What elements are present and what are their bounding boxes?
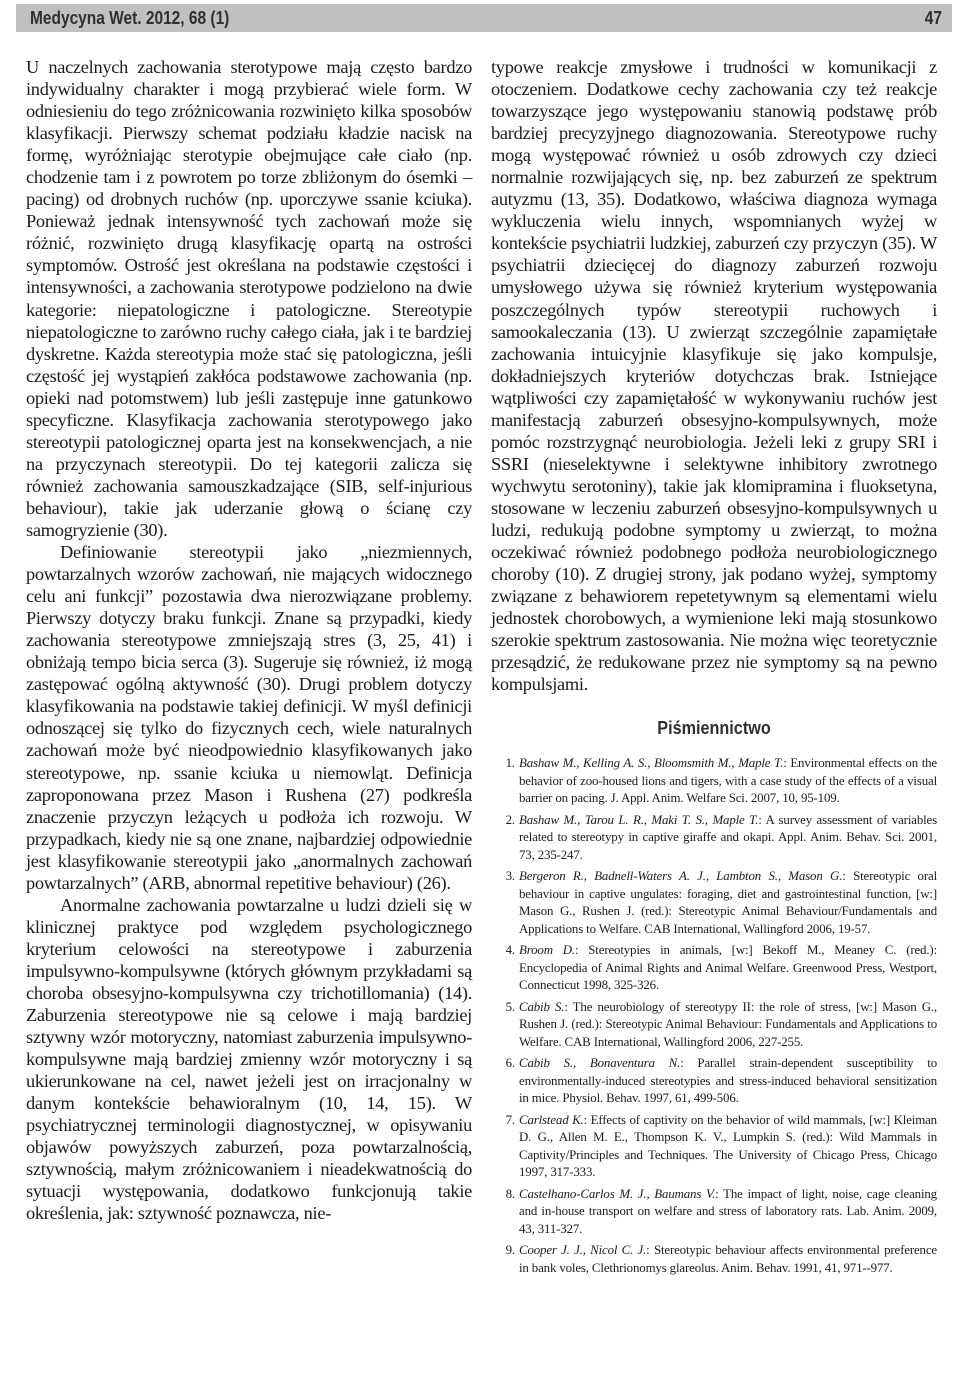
reference-number: 1. [505,756,515,771]
reference-text: : The neurobiology of stereotypy II: the role of stress, [w:] Mason G., Rushen J. (red.): Stereotypic Animal Behaviour: Fundamentals and Applications to Welfare. CAB International, Wallingford 2006, 227-255. [519,999,937,1049]
body-paragraph: U naczelnych zachowania sterotypowe mają często bardzo indywidualny charakter i mogą przybierać wiele form. W odniesieniu do tego zróżnicowania rozwinięto kilka sposobów klasyfikacji. Pierwszy schemat podziału kładzie nacisk na formę, wyróżniając sterotypie obejmujące całe ciało (np. chodzenie tam i z powrotem po torze zbliżonym do ósemki – pacing) od drobnych ruchów (np. uporczywe ssanie kciuka). Ponieważ jednak intensywność tych zachowań może się różnić, rozwinięto drugą klasyfikację opartą na ostrości symptomów. Ostrość jest określana na podstawie częstości i intensywności, a zachowania sterotypowe podzielono na dwie kategorie: niepatologiczne i patologiczne. Stereotypie niepatologiczne to zarówno ruchy całego ciała, jak i te bardziej dyskretne. Każda stereotypia może stać się patologiczna, jeśli częstość jej wystąpień zakłóca podstawowe zachowania (np. opieki nad potomstwem) lub jeśli zastępuje inne gatunkowo specyficzne. Klasyfikacja zachowania sterotypowego jako stereotypii patologicznej oparta jest na konsekwencjach, a nie na przyczynach stereotypii. Do tej kategorii zalicza się również zachowania samouszkadzające (SIB, self-injurious behaviour), takie jak uderzanie głową o ścianę czy samogryzienie (30). [26,57,472,540]
reference-authors: Cooper J. J., Nicol C. J. [519,1243,647,1258]
left-column [26,56,472,1224]
reference-number: 2. [505,812,515,827]
reference-authors: Cabib S., Bonaventura N. [519,1056,681,1071]
reference-number: 4. [505,943,515,958]
body-paragraph: Anormalne zachowania powtarzalne u ludzi dzieli się w klinicznej praktyce pod względem psychologicznego kryterium celowości na stereotypowe i zaburzenia impulsywno-kompulsywne (których głównym przykładami są choroba obsesyjno-kompulsywna czy trichotillomania) (14). Zaburzenia stereotypowe nie są celowe i mają bardziej sztywny wzór motoryczny, natomiast zaburzenia impulsywno-kompulsywne mają bardziej zmienny wzór motoryczny i są ukierunkowane na cel, nawet jeżeli jest on irracjonalny w danym kontekście behawioralnym (10, 14, 15). W psychiatrycznej terminologii diagnostycznej, w opisywaniu objawów powyższych zaburzeń, poza powtarzalnością, sztywnością, małym zróżnicowaniem i nieadekwatnością do sytuacji występowania, dodatkowo funkcjonują takie określenia, jak: sztywność poznawcza, nie- [26,894,472,1224]
reference-item [491,999,937,1052]
reference-text: : A survey assessment of variables related to stereotypy in captive giraffe and okapi. Appl. Anim. Behav. Sci. 2001, 73, 235-247. [519,812,937,862]
reference-item [491,1242,937,1277]
right-column [491,56,937,1281]
reference-item [491,942,937,995]
reference-text: : Stereotypic behaviour affects environmental preference in bank voles, Clethrionomys glareolus. Anim. Behav. 1991, 41, 971--977. [519,1243,937,1275]
reference-authors: Cabib S. [519,999,565,1014]
reference-authors: Broom D. [519,943,575,958]
reference-text: : The impact of light, noise, cage cleaning and in-house transport on welfare and stress of laboratory rats. Lab. Anim. 2009, 43, 311-327. [519,1186,937,1236]
reference-authors: Carlstead K. [519,1112,584,1127]
reference-authors: Bergeron R., Badnell-Waters A. J., Lambton S., Mason G. [519,869,843,884]
reference-authors: Castelhano-Carlos M. J., Baumans V. [519,1186,716,1201]
reference-item [491,812,937,865]
reference-number: 8. [505,1186,515,1201]
reference-number: 3. [505,869,515,884]
reference-item [491,1112,937,1182]
reference-number: 5. [505,999,515,1014]
reference-list [491,755,937,1277]
reference-text: : Stereotypies in animals, [w:] Bekoff M., Meaney C. (red.): Encyclopedia of Animal Rights and Animal Welfare. Greenwood Press, Westport, Connecticut 1998, 325-326. [519,943,937,993]
reference-item [491,868,937,938]
journal-citation: Medycyna Wet. 2012, 68 (1) [30,7,230,28]
page-number: 47 [924,7,942,28]
running-header [16,4,952,32]
reference-item [491,1055,937,1108]
body-paragraph: Definiowanie stereotypii jako „niezmiennych, powtarzalnych wzorów zachowań, nie mających widocznego celu ani funkcji” pozostawia dwa nierozwiązane problemy. Pierwszy dotyczy braku funkcji. Znane są przypadki, kiedy zachowania stereotypowe zmniejszają stres (3, 25, 41) i obniżają tempo bicia serca (3). Sugeruje się również, iż mogą zastępować ogólną aktywność (30). Drugi problem dotyczy klasyfikowania na podstawie takiej definicji. W myśl definicji odnoszącej się tylko do fizycznych cech, wiele naturalnych zachowań może być nieodpowiednio klasyfikowanych jako stereotypowe, np. ssanie kciuka u niemowląt. Definicja zaproponowana przez Mason i Rushena (27) podkreśla znaczenie przyczyn leżących u podłoża ich rozwoju. W przypadkach, kiedy nie są one znane, najbardziej odpowiednie jest klasyfikowanie stereotypii jako „anormalnych zachowań powtarzalnych” (ARB, abnormal repetitive behaviour) (26). [26,542,472,893]
reference-number: 9. [505,1243,515,1258]
references-heading: Piśmiennictwo [657,718,771,739]
reference-text: : Stereotypic oral behaviour in captive ungulates: foraging, diet and gastrointestinal function, [w:] Mason G., Rushen J. (red.): Stereotypic Animal Behaviour/Fundamentals and Applications to Welfare. CAB International, Wallingford 2006, 19-57. [519,869,938,936]
reference-item [491,755,937,808]
reference-text: : Effects of captivity on the behavior of wild mammals, [w:] Kleiman D. G., Allen M. E., Thompson K. V., Lumpkin S. (red.): Wild Mammals in Captivity/Principles and Techniques. The University of Chicago Press, Chicago 1997, 317-333. [519,1112,937,1180]
reference-number: 6. [505,1056,515,1071]
body-paragraph: typowe reakcje zmysłowe i trudności w komunikacji z otoczeniem. Dodatkowe cechy zachowania czy też reakcje towarzyszące jego występowaniu stanowią podstawę prób bardziej precyzyjnego diagnozowania. Stereotypowe ruchy mogą występować również u osób zdrowych czy dzieci normalnie rozwijających się, np. bez zaburzeń ze spektrum autyzmu (13, 35). Dodatkowo, właściwa diagnoza wymaga wykluczenia wielu innych, wspomnianych wyżej w kontekście psychiatrii ludzkiej, zaburzeń czy przyczyn (35). W psychiatrii dziecięcej do diagnozy zaburzeń rozwoju umysłowego używa się również kryterium występowania poszczególnych typów stereotypii ruchowych i samookaleczania (13). U zwierząt szczególnie zapamiętałe zachowania intuicyjnie klasyfikuje się jako kompulsje, dokładniejszych kryteriów dotychczas brak. Istniejące wątpliwości czy zapamiętałość w wykonywaniu ruchów jest manifestacją zaburzeń obsesyjno-kompulsywnych, może pomóc rozstrzygnąć neurobiologia. Jeżeli leki z grupy SRI i SSRI (nieselektywne i selektywne inhibitory zwrotnego wychwytu serotoniny), takie jak klomipramina i fluoksetyna, stosowane w leczeniu zaburzeń obsesyjno-kompulsywnych u ludzi, redukują podobne symptomy u zwierząt, to można oczekiwać również podobnego podłoża neurobiologicznego choroby (10). Z drugiej strony, jak podano wyżej, symptomy związane z behawiorem repetetywnym są elementami wielu jednostek chorobowych, a wymienione leki mają stosunkowo szerokie spektrum zastosowania. Nie można więc teoretycznie przesądzić, że redukowane przez nie symptomy są na pewno kompulsjami. [491,57,937,695]
reference-text: : Environmental effects on the behavior of zoo-housed lions and tigers, with a case study of the effects of a visual barrier on pacing. J. Appl. Anim. Welfare Sci. 2007, 10, 95-109. [519,756,937,806]
reference-authors: Bashaw M., Kelling A. S., Bloomsmith M., Maple T. [519,756,784,771]
reference-text: : Parallel strain-dependent susceptibility to environmentally-induced stereotypies and stress-induced behavioral sensitization in mice. Physiol. Behav. 1997, 61, 499-506. [519,1056,937,1106]
reference-item [491,1186,937,1239]
reference-authors: Bashaw M., Tarou L. R., Maki T. S., Maple T. [519,812,759,827]
reference-number: 7. [505,1112,515,1127]
